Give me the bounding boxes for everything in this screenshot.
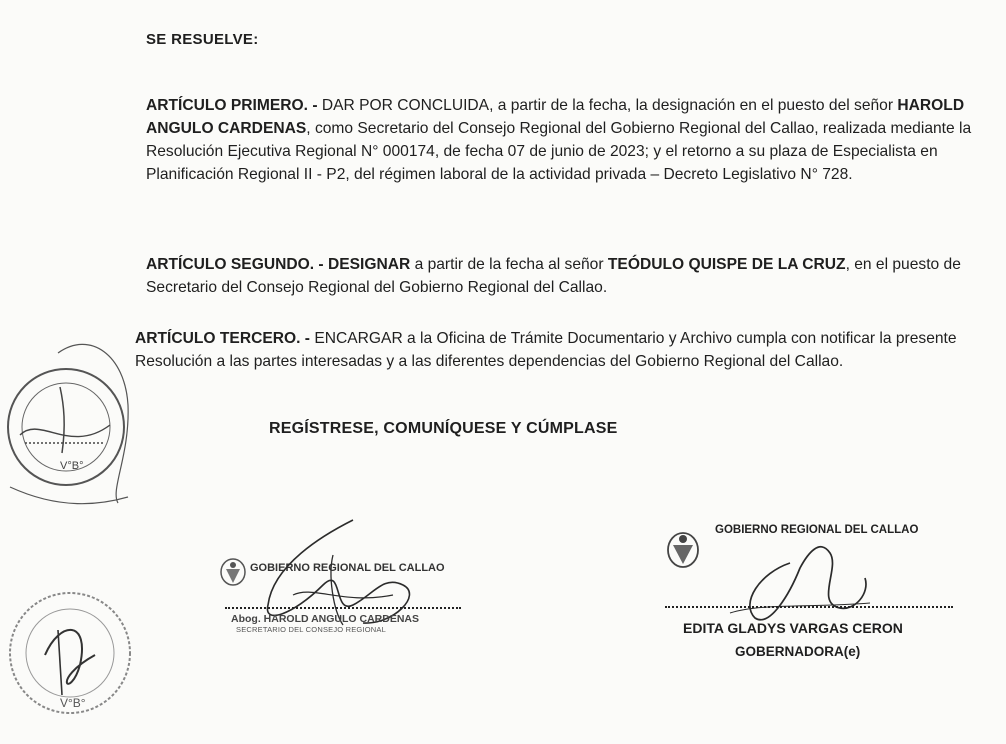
handwritten-signature-right xyxy=(720,533,880,628)
article-text: , como Secretario del Consejo Regional del Gobierno Regional del Callao, realizada mediante la Resolución Ejecutiva Regional N° 000174, de fecha 07 de junio de 2023; y el retorno a su plaza de Especialista en Planificación Regional II - P2, del régimen laboral de la actividad privada – Decreto Legislativo N° 728. xyxy=(146,119,972,184)
article-label: ARTÍCULO PRIMERO. xyxy=(146,96,308,114)
article-separator: - xyxy=(314,255,328,273)
article-text: , en el puesto de Secretario del Consejo Regional del Gobierno Regional del Callao. xyxy=(146,255,961,296)
article-label: ARTÍCULO TERCERO. xyxy=(135,329,301,347)
signature-org-label: GOBIERNO REGIONAL DEL CALLAO xyxy=(715,524,919,536)
article-emphasis: TEÓDULO QUISPE DE LA CRUZ xyxy=(607,255,846,273)
legal-advisory-stamp xyxy=(0,325,135,510)
article-text: ENCARGAR a la Oficina de Trámite Documentario y Archivo cumpla con notificar la presente Resolución a las partes interesadas y a las diferentes dependencias del Gobierno Regional del Callao. xyxy=(135,329,957,370)
article-third xyxy=(135,327,975,374)
signer-title-right: GOBERNADORA(e) xyxy=(735,644,861,659)
article-emphasis: HAROLD ANGULO CARDENAS xyxy=(146,96,965,137)
article-second xyxy=(146,253,976,300)
article-emphasis: DESIGNAR xyxy=(327,255,411,273)
signature-line-left xyxy=(225,607,461,609)
article-text: a partir de la fecha al señor xyxy=(410,255,608,273)
stamp-top-center: V°B° xyxy=(60,460,84,472)
article-text: DAR POR CONCLUIDA, a partir de la fecha, la designación en el puesto del señor xyxy=(321,96,898,114)
closing-formula: REGÍSTRESE, COMUNÍQUESE Y CÚMPLASE xyxy=(269,420,618,437)
signer-title-left: SECRETARIO DEL CONSEJO REGIONAL xyxy=(236,625,386,634)
stamp-bottom-center: V°B° xyxy=(60,696,86,710)
article-separator: - xyxy=(308,96,322,114)
signer-name-right: EDITA GLADYS VARGAS CERON xyxy=(683,620,903,636)
article-first xyxy=(146,94,976,187)
regional-government-stamp xyxy=(0,585,140,725)
signature-org-label: GOBIERNO REGIONAL DEL CALLAO xyxy=(250,562,445,574)
signer-name-left: Abog. HAROLD ANGULO CARDENAS xyxy=(231,613,420,625)
signature-line-right xyxy=(665,606,953,608)
resolution-heading: SE RESUELVE: xyxy=(146,31,259,48)
signature-block-secretary xyxy=(218,515,478,645)
article-separator: - xyxy=(300,329,315,347)
article-label: ARTÍCULO SEGUNDO. xyxy=(146,255,315,273)
callao-coat-of-arms-icon xyxy=(665,530,701,570)
signature-block-governor xyxy=(660,515,960,675)
